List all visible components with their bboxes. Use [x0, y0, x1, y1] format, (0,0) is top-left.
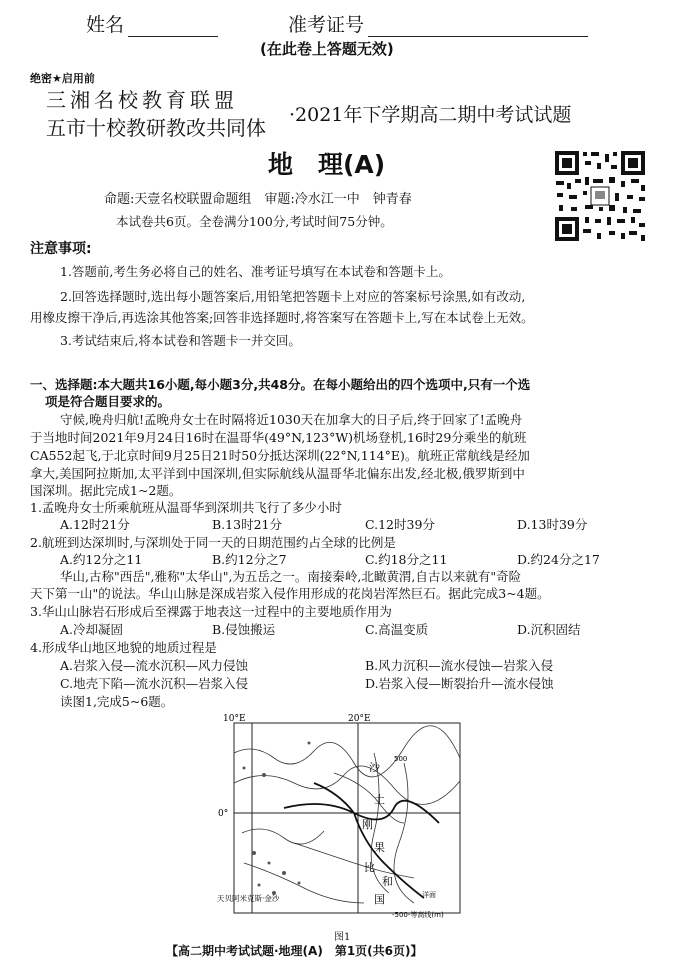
- map-label: 刚: [362, 818, 373, 831]
- question-stem: 3.华山山脉岩石形成后至裸露于地表这一过程中的主要地质作用为: [30, 604, 392, 619]
- note-item: 用橡皮擦干净后,再选涂其他答案;回答非选择题时,将答案写在答题卡上,写在本试卷上无效。: [30, 310, 534, 325]
- page-footer: 【高二期中考试试题·地理(A) 第1页(共6页)】: [166, 944, 423, 958]
- exam-info: 本试卷共6页。全卷满分100分,考试时间75分钟。: [116, 214, 393, 229]
- section-title-cont: 项是符合题目要求的。: [45, 394, 171, 409]
- lat-label-zero: 0°: [218, 809, 229, 819]
- question-stem: 2.航班到达深圳时,与深圳处于同一天的日期范围约占全球的比例是: [30, 535, 396, 550]
- map-label: 国: [374, 893, 385, 906]
- option: D.岩浆入侵—断裂抬升—流水侵蚀: [365, 676, 554, 691]
- subject-title: 地 理(A): [268, 150, 386, 179]
- option: C.12时39分: [365, 517, 435, 532]
- map-label: 比: [364, 861, 375, 874]
- figure-caption: 图1: [334, 932, 351, 943]
- map-label: 沙: [369, 761, 380, 774]
- note-item: 2.回答选择题时,选出每小题答案后,用铅笔把答题卡上对应的答案标号涂黑,如有改动,: [60, 289, 526, 304]
- option: B.约12分之7: [212, 552, 287, 567]
- notes-heading: 注意事项:: [30, 241, 92, 257]
- note-item: 3.考试结束后,将本试卷和答题卡一并交回。: [60, 333, 301, 348]
- contour-label: 500: [394, 755, 408, 763]
- option: B.13时21分: [212, 517, 282, 532]
- passage-line: 华山,古称"西岳",雅称"太华山",为五岳之一。南接秦岭,北瞰黄渭,自古以来就有"奇险: [60, 569, 522, 584]
- secret-mark: 绝密★启用前: [30, 72, 95, 85]
- map-intro: 读图1,完成5~6题。: [60, 694, 174, 709]
- option: A.12时21分: [60, 517, 130, 532]
- passage-line: 于当地时间2021年9月24日16时在温哥华(49°N,123°W)机场登机,16时29分乘坐的航班: [30, 430, 527, 445]
- option: D.13时39分: [517, 517, 588, 532]
- mountain-label: 天贝阿米克斯·金沙: [217, 894, 280, 903]
- option: C.地壳下陷—流水沉积—岩浆入侵: [60, 676, 249, 691]
- figure-1-map: [214, 713, 468, 925]
- org-line-1: 三湘名校教育联盟: [46, 88, 238, 112]
- passage-line: 天下第一山"的说法。华山山脉是深成岩浆入侵作用形成的花岗岩浑然巨石。据此完成3~4题。: [30, 586, 550, 601]
- map-label: 果: [374, 841, 385, 854]
- option: D.沉积固结: [517, 622, 581, 637]
- option: B.风力沉积—流水侵蚀—岩浆入侵: [365, 658, 554, 673]
- question-stem: 1.孟晚舟女士所乘航班从温哥华到深圳共飞行了多少小时: [30, 500, 342, 515]
- ocean-label: 洋面: [422, 891, 436, 899]
- passage-line: 守候,晚舟归航!孟晚舟女士在时隔将近1030天在加拿大的日子后,终于回家了!孟晚舟: [60, 412, 523, 427]
- passage-line: CA552起飞,于北京时间9月25日21时50分抵达深圳(22°N,114°E)。航班正常航线是经加: [30, 448, 530, 463]
- lon-label-left: 10°E: [223, 714, 246, 724]
- name-label: 姓名: [86, 10, 218, 37]
- option: A.约12分之11: [60, 552, 143, 567]
- qr-code-icon: [553, 149, 647, 243]
- lon-label-right: 20°E: [348, 714, 371, 724]
- option: A.冷却凝固: [60, 622, 124, 637]
- authors: 命题:天壹名校联盟命题组 审题:冷水江一中 钟青春: [104, 192, 412, 207]
- note-item: 1.答题前,考生务必将自己的姓名、准考证号填写在本试卷和答题卡上。: [60, 264, 451, 279]
- option: C.约18分之11: [365, 552, 448, 567]
- question-stem: 4.形成华山地区地貌的地质过程是: [30, 640, 217, 655]
- section-title: 一、选择题:本大题共16小题,每小题3分,共48分。在每小题给出的四个选项中,只有一个选: [30, 377, 531, 392]
- org-line-2: 五市十校教研教改共同体: [46, 116, 266, 140]
- map-label: 和: [382, 875, 393, 888]
- passage-line: 国深圳。据此完成1~2题。: [30, 483, 182, 498]
- map-label: 土: [374, 793, 385, 806]
- option: C.高温变质: [365, 622, 429, 637]
- exam-id-label: 准考证号: [288, 10, 588, 37]
- passage-line: 拿大,美国阿拉斯加,太平洋到中国深圳,但实际航线从温哥华北偏东出发,经北极,俄罗斯到中: [30, 466, 525, 481]
- option: D.约24分之17: [517, 552, 600, 567]
- option: B.侵蚀搬运: [212, 622, 276, 637]
- exam-title: ·2021年下学期高二期中考试试题: [289, 104, 572, 126]
- option: A.岩浆入侵—流水沉积—风力侵蚀: [60, 658, 249, 673]
- invalid-note: (在此卷上答题无效): [260, 40, 394, 58]
- contour-legend: -500-等高线(m): [392, 911, 444, 919]
